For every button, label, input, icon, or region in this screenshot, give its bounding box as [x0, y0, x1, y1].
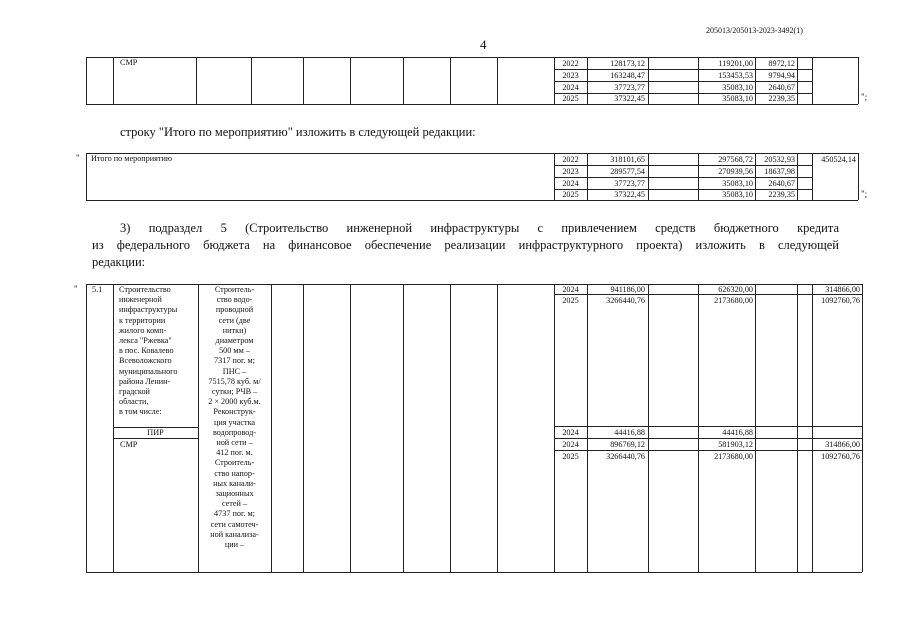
fed-cell: 44416,88 [722, 428, 753, 437]
fed-cell: 626320,00 [718, 285, 753, 294]
year-cell: 2024 [562, 440, 579, 449]
total-cell: 3266440,76 [606, 452, 645, 461]
item-number: 5.1 [92, 285, 103, 294]
total-cell: 289577,54 [610, 167, 645, 176]
total-cell: 163248,47 [610, 71, 645, 80]
fed-cell: 35083,10 [722, 83, 753, 92]
row-label-total: Итого по мероприятию [91, 154, 172, 163]
total-cell: 318101,65 [610, 155, 645, 164]
total-cell: 128173,12 [610, 59, 645, 68]
fed-cell: 581903,12 [718, 440, 753, 449]
row-label-smr: СМР [120, 58, 138, 67]
year-cell: 2024 [562, 428, 579, 437]
year-cell: 2022 [562, 155, 579, 164]
total-cell: 37322,45 [614, 190, 645, 199]
year-cell: 2025 [562, 190, 579, 199]
total-cell: 941186,00 [610, 285, 645, 294]
year-cell: 2025 [562, 452, 579, 461]
fed-cell: 35083,10 [722, 190, 753, 199]
closing-quote: "; [861, 92, 868, 102]
total-cell: 37723,77 [614, 83, 645, 92]
year-cell: 2022 [562, 59, 579, 68]
subsection-text-line2: из федерального бюджета на финансовое обеспечение реализации инфраструктурного проекта) изложить в следующей [92, 238, 839, 252]
reg-cell: 2239,35 [768, 94, 795, 103]
opening-quote: " [74, 284, 78, 294]
extra-cell: 314866,00 [825, 285, 860, 294]
measure-name: Строительство инженерной инфраструктуры к территории жилого комп- лекса "Ржевка" в пос. Ковалево Всеволожского муниципального района Ленин- градской области, в том числе: [119, 285, 178, 417]
instruction-text: строку "Итого по мероприятию" изложить в следующей редакции: [120, 125, 476, 139]
year-cell: 2025 [562, 296, 579, 305]
reg-cell: 18637,98 [764, 167, 795, 176]
total-cell: 3266440,76 [606, 296, 645, 305]
total-cell: 896769,12 [610, 440, 645, 449]
fed-cell: 297568,72 [718, 155, 753, 164]
total-cell: 37322,45 [614, 94, 645, 103]
year-cell: 2024 [562, 179, 579, 188]
subsection-text-line1: 3) подраздел 5 (Строительство инженерной инфраструктуры с привлечением средств бюджетного кредита [120, 221, 839, 235]
fed-cell: 119201,00 [718, 59, 753, 68]
total-cell: 44416,88 [614, 428, 645, 437]
reg-cell: 9794,94 [768, 71, 795, 80]
year-cell: 2023 [562, 167, 579, 176]
extra-cell: 1092760,76 [821, 296, 860, 305]
extra-cell: 450524,14 [821, 155, 856, 164]
row-label-pir: ПИР [147, 428, 164, 437]
year-cell: 2024 [562, 83, 579, 92]
fed-cell: 270939,56 [718, 167, 753, 176]
reg-cell: 2239,35 [768, 190, 795, 199]
year-cell: 2023 [562, 71, 579, 80]
row-label-smr: СМР [120, 440, 138, 449]
reg-cell: 20532,93 [764, 155, 795, 164]
document-reference: 205013/205013-2023-3492(1) [706, 26, 803, 35]
year-cell: 2024 [562, 285, 579, 294]
opening-quote: " [76, 153, 80, 163]
reg-cell: 2640,67 [768, 179, 795, 188]
page-number: 4 [480, 37, 487, 52]
fed-cell: 2173680,00 [714, 296, 753, 305]
year-cell: 2025 [562, 94, 579, 103]
total-cell: 37723,77 [614, 179, 645, 188]
extra-cell: 1092760,76 [821, 452, 860, 461]
closing-quote: "; [861, 189, 868, 199]
fed-cell: 35083,10 [722, 94, 753, 103]
reg-cell: 2640,67 [768, 83, 795, 92]
extra-cell: 314866,00 [825, 440, 860, 449]
subsection-text-line3: редакции: [92, 255, 146, 269]
reg-cell: 8972,12 [768, 59, 795, 68]
measure-description: Строитель- ство водо- проводной сети (две нитки) диаметром 500 мм – 7317 пог. м; ПНС – 7515,78 куб. м/ сутки; РЧВ – 2 × 2000 куб.м. Реконструк- ция участка водопровод- ной сети – 412 пог. м. Строитель- ство напор- ных канали- зационных сетей – 4737 пог. м; сети самотеч- ной канализа- ции – [208, 285, 261, 550]
fed-cell: 35083,10 [722, 179, 753, 188]
fed-cell: 2173680,00 [714, 452, 753, 461]
fed-cell: 153453,53 [718, 71, 753, 80]
